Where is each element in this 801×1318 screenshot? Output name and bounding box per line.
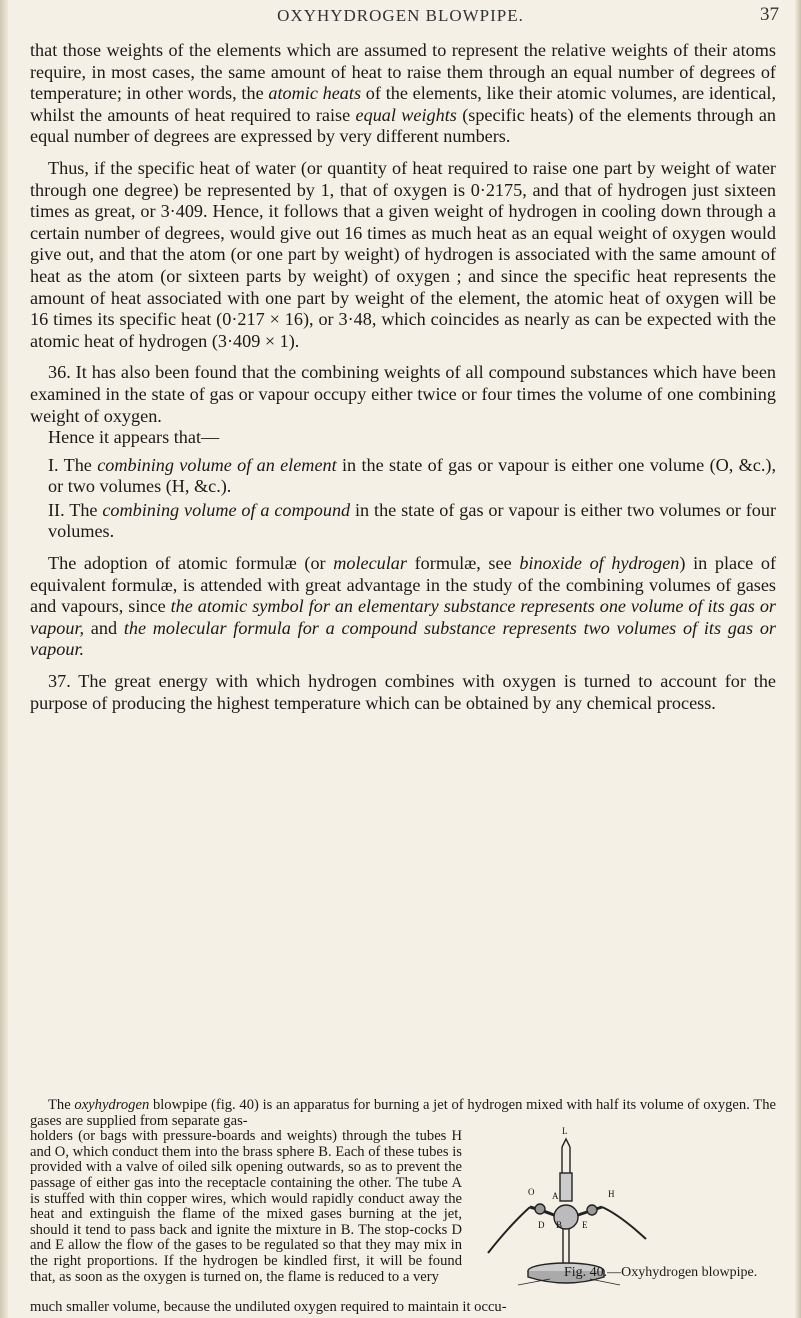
label-E: E	[582, 1220, 588, 1231]
label-O: O	[528, 1187, 535, 1198]
section-number-37: 37.	[48, 671, 71, 692]
label-A: A	[552, 1191, 559, 1202]
paragraph-37: 37. The great energy with which hydrogen combines with oxygen is turned to account for the purpose of producing the highest temperature which can be obtained by any chemical process.	[30, 671, 776, 713]
figure-caption: Fig. 40.—Oxyhydrogen blowpipe.	[564, 1265, 758, 1281]
paragraph-1: that those weights of the elements which are assumed to represent the relative weights of their atoms require, in most cases, the same amount of heat to raise them through an equal number of degrees of temperature; in other words, the atomic heats of the elements, like their atomic volumes, are identical, whilst the amounts of heat required to raise equal weights (specific heats) of the elements through an equal number of degrees are expressed by very different numbers.	[30, 40, 777, 147]
paragraph-36: 36. It has also been found that the combining weights of all compound substances which have been examined in the state of gas or vapour occupy either twice or four times the volume of one combining weight of oxygen.	[30, 362, 776, 426]
figure-40	[470, 1125, 776, 1297]
blowpipe-description: holders (or bags with pressure-boards and weights) through the tubes H and O, which conduct them into the brass sphere B. Each of these tubes is provided with a valve of oiled silk opening outwards, so as to prevent the passage of either gas into the receptacle containing the other. The tube A is stuffed with thin copper wires, which would rapidly conduct away the heat and extinguish the flame of the mixed gases burning at the jet, should it tend to pass back and ignite the mixture in B. The stop-cocks D and E allow the flow of the gases to be regulated so that they may mix in the right proportions. If the hydrogen be kindled first, it will be found that, as soon as the oxygen is turned on, the flame is reduced to a very	[30, 1128, 462, 1285]
emphasis-atomic-heats: atomic heats	[268, 83, 362, 104]
continuation-line: much smaller volume, because the undiluted oxygen required to maintain it occu-	[30, 1299, 507, 1316]
label-H: H	[608, 1189, 615, 1200]
page-edge-left	[0, 0, 8, 1318]
figure-wrap-block	[30, 1126, 776, 1300]
emphasis-equal-weights: equal weights	[355, 104, 457, 125]
page-number: 37	[760, 4, 779, 25]
rule-one: I. The combining volume of an element in the state of gas or vapour is either one volume (O, &c.), or two volumes (H, &c.).	[48, 454, 776, 497]
blowpipe-intro: The oxyhydrogen blowpipe (fig. 40) is an apparatus for burning a jet of hydrogen mixed with half its volume of oxygen. The gases are supplied from separate gas-	[30, 1097, 776, 1129]
page-edge-right	[795, 0, 801, 1318]
small-print-section	[30, 1098, 776, 1316]
section-number-36: 36.	[48, 362, 71, 383]
label-L: L	[562, 1126, 568, 1137]
hence-line: Hence it appears that—	[48, 427, 220, 448]
paragraph-2: Thus, if the specific heat of water (or quantity of heat required to raise one part by weight of water through one degree) be represented by 1, that of oxygen is 0·2175, and that of hydrogen just sixteen times as great, or 3·409. Hence, it follows that a given weight of hydrogen in cooling down through a certain number of degrees, would give out 16 times as much heat as an equal weight of oxygen would give out, and that the atom (or one part by weight) of hydrogen is associated with the same amount of heat as the atom (or sixteen parts by weight) of oxygen ; and since the specific heat represents the amount of heat associated with one part by weight of the element, the atomic heat of oxygen will be 16 times its specific heat (0·217 × 16), or 3·48, which coincides as nearly as can be expected with the atomic heat of hydrogen (3·409 × 1).	[30, 157, 776, 351]
rule-two: II. The combining volume of a compound in the state of gas or vapour is either two volumes or four volumes.	[48, 499, 777, 542]
label-B: B	[556, 1220, 563, 1231]
paragraph-atomic-formulae: The adoption of atomic formulæ (or molecular formulæ, see binoxide of hydrogen) in place of equivalent formulæ, is attended with great advantage in the study of the combining volumes of gases and vapours, since the atomic symbol for an elementary substance represents one volume of its gas or vapour, and the molecular formula for a compound substance represents two volumes of its gas or vapour.	[30, 553, 777, 660]
running-head	[0, 6, 801, 32]
body-text	[30, 40, 776, 724]
running-title: OXYHYDROGEN BLOWPIPE.	[277, 6, 524, 25]
label-D: D	[538, 1220, 545, 1231]
